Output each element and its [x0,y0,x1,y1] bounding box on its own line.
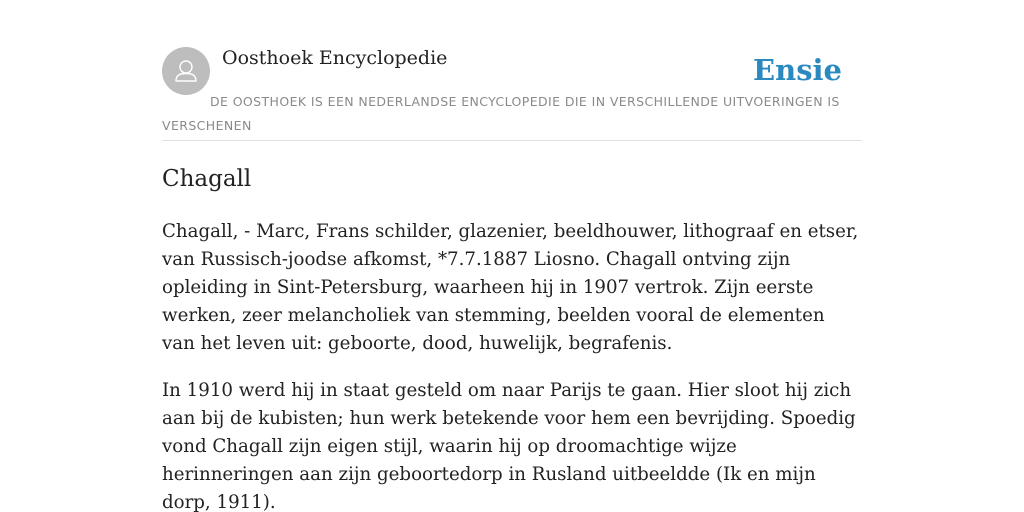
site-name-link[interactable]: Oosthoek Encyclopedie [222,47,448,69]
article-title: Chagall [162,166,252,192]
site-header [162,46,862,141]
brand-logo-link[interactable]: Ensie [753,53,842,87]
article [162,160,862,512]
article-paragraph: Chagall, - Marc, Frans schilder, glazenier, beeldhouwer, lithograaf en etser, van Russisch-joodse afkomst, *7.7.1887 Liosno. Chagall ontving zijn opleiding in Sint-Petersburg, waarheen hij in 1907 vertrok. Zijn eerste werken, zeer melancholiek van stemming, beelden vooral de elementen van het leven uit: geboorte, dood, huwelijk, begrafenis. [162,221,859,354]
article-paragraph: In 1910 werd hij in staat gesteld om naar Parijs te gaan. Hier sloot hij zich aan bij de kubisten; hun werk betekende voor hem een bevrijding. Spoedig vond Chagall zijn eigen stijl, waarin hij op droomachtige wijze herinneringen aan zijn geboortedorp in Rusland uitbeeldde (Ik en mijn dorp, 1911). [162,380,856,512]
user-avatar-icon[interactable] [162,47,210,95]
person-outline-icon [162,47,210,95]
site-tagline: DE OOSTHOEK IS EEN NEDERLANDSE ENCYCLOPEDIE DIE IN VERSCHILLENDE UITVOERINGEN IS VERSCHENEN [162,94,840,133]
